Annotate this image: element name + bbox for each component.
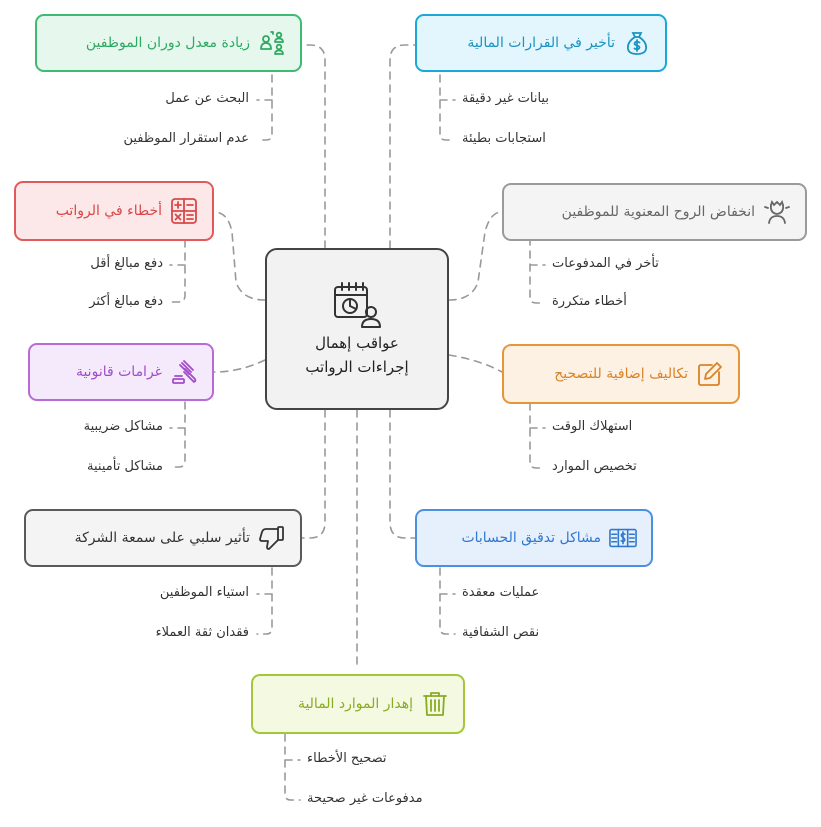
edit-icon [696,360,724,388]
money-bag-icon [623,29,651,57]
leaf-turnover-2: عدم استقرار الموظفين [123,131,249,146]
branch-financial-decisions [415,14,667,72]
branch-label: إهدار الموارد المالية [297,696,413,712]
central-topic [265,248,449,410]
leaf-reputation-2: فقدان ثقة العملاء [155,625,249,640]
thumbs-down-icon [258,524,286,552]
branch-audit [415,509,653,567]
users-swap-icon [258,29,286,57]
leaf-reputation-1: استياء الموظفين [159,585,249,600]
branch-waste [251,674,465,734]
branch-label: انخفاض الروح المعنوية للموظفين [561,204,755,220]
leaf-financial-1: بيانات غير دقيقة [462,91,549,106]
connector-reputation [302,410,325,538]
leaf-audit-1: عمليات معقدة [462,585,540,600]
branch-label: غرامات قانونية [75,364,162,380]
branch-morale [502,183,807,241]
leaf-fines-1: مشاكل ضريبية [83,419,163,434]
calculator-icon [170,197,198,225]
branch-correction-costs [502,344,740,404]
connector-payroll-errors [214,212,265,300]
leaf-correction-2: تخصيص الموارد [552,459,637,474]
leaf-audit-2: نقص الشفافية [462,625,540,640]
connector-correction-costs [449,355,502,372]
leaf-morale-1: تأخر في المدفوعات [552,256,659,271]
connector-audit [390,410,415,538]
ledger-icon [609,524,637,552]
connector-turnover [302,45,325,248]
central-topic-line-2: إجراءات الرواتب [305,358,409,376]
connector-morale [449,212,502,300]
leaf-payroll-2: دفع مبالغ أكثر [89,294,163,309]
branch-label: تأثير سلبي على سمعة الشركة [74,530,250,546]
leaf-waste-2: مدفوعات غير صحيحة [307,791,423,806]
leaf-payroll-1: دفع مبالغ أقل [90,256,163,271]
connector-financial-decisions [390,45,415,248]
branch-turnover [35,14,302,72]
calendar-chart-user-icon [331,279,383,331]
leaf-financial-2: استجابات بطيئة [462,131,546,146]
leaf-turnover-1: البحث عن عمل [165,91,249,106]
gavel-icon [170,358,198,386]
branch-label: مشاكل تدقيق الحسابات [461,530,601,546]
branch-label: زيادة معدل دوران الموظفين [85,35,250,51]
branch-label: تأخير في القرارات المالية [467,35,615,51]
leaf-correction-1: استهلاك الوقت [552,419,633,434]
branch-label: أخطاء في الرواتب [55,203,162,219]
trash-icon [421,690,449,718]
leaf-fines-2: مشاكل تأمينية [87,459,163,474]
leaf-waste-1: تصحيح الأخطاء [307,751,387,766]
central-topic-line-1: عواقب إهمال [315,334,399,352]
branch-fines [28,343,214,401]
leaf-morale-2: أخطاء متكررة [552,294,627,309]
branch-payroll-errors [14,181,214,241]
branch-label: تكاليف إضافية للتصحيح [554,366,688,382]
sad-face-icon [763,198,791,226]
branch-reputation [24,509,302,567]
connector-fines [214,360,265,372]
